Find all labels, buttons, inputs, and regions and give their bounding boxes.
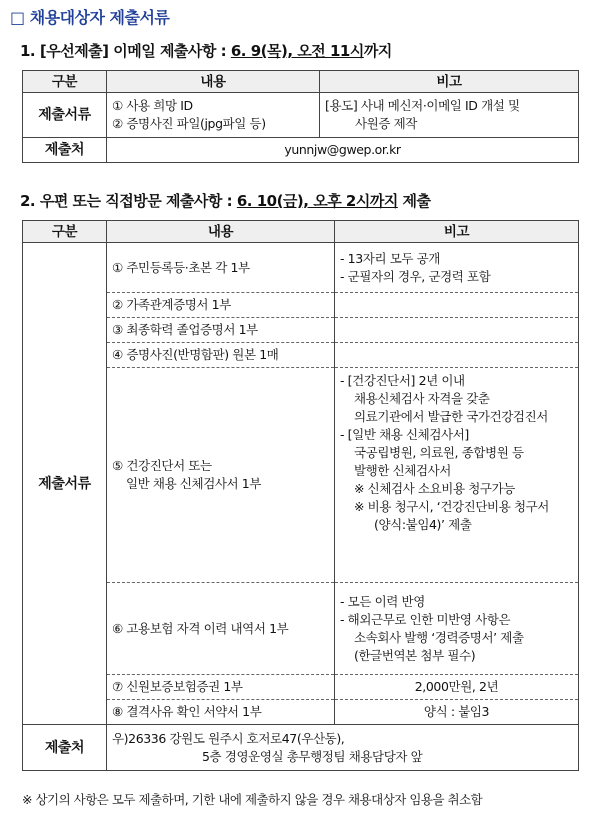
table-row: [23, 583, 579, 675]
row-note: [335, 243, 579, 293]
note-line: ※ 비용 청구시, ‘건강진단비용 청구서: [354, 499, 549, 514]
table-header-row: [23, 221, 579, 243]
dest-label: 제출처: [23, 725, 107, 771]
row-content: [107, 700, 335, 725]
note-line: - 13자리 모두 공개: [340, 250, 440, 266]
note-line: 소속회사 발행 ‘경력증명서’ 제출: [354, 629, 524, 645]
table-row: [23, 368, 579, 583]
row-content: [107, 343, 335, 368]
address-line: 우)26336 강원도 원주시 호저로47(우산동),: [112, 730, 345, 746]
content-line: ⑦ 신원보증보험증권 1부: [112, 679, 243, 694]
row-content: [107, 293, 335, 318]
row-note: [335, 343, 579, 368]
row-content: [107, 368, 335, 583]
table-row: [23, 138, 579, 163]
header-note: 비고: [335, 221, 579, 243]
dest-label: 제출처: [23, 138, 107, 163]
row-note: [335, 293, 579, 318]
row-note: [335, 368, 579, 583]
page-title: □ 채용대상자 제출서류: [10, 8, 170, 27]
list-item: ① 사용 희망 ID: [112, 98, 193, 113]
row-content: [107, 583, 335, 675]
table-row: [23, 700, 579, 725]
note-line: 사원증 제작: [355, 116, 417, 131]
note-line: 의료기관에서 발급한 국가건강검진서: [354, 409, 548, 424]
row-content: [107, 675, 335, 700]
note-line: 2,000만원, 2년: [414, 679, 499, 694]
email-address: yunnjw@gwep.or.kr: [107, 138, 579, 163]
footnote: ※ 상기의 사항은 모두 제출하며, 기한 내에 제출하지 않을 경우 채용대상자 임용을 취소함: [22, 792, 483, 807]
table-row: [23, 318, 579, 343]
mailing-address: [107, 725, 579, 771]
note-line: (양식:붙임4)’ 제출: [374, 517, 472, 532]
note-line: 채용신체검사 자격을 갖춘: [354, 391, 490, 406]
header-category: 구분: [23, 221, 107, 243]
row-content: [107, 318, 335, 343]
content-line: ③ 최종학력 졸업증명서 1부: [112, 322, 258, 337]
email-submission-table: [22, 70, 579, 163]
docs-label: 제출서류: [23, 243, 107, 725]
table-row: [23, 93, 579, 138]
table-row: [23, 293, 579, 318]
docs-note: [320, 93, 579, 138]
content-line: ④ 증명사진(반명함판) 원본 1매: [112, 347, 279, 362]
content-line: 일반 채용 신체검사서 1부: [126, 476, 262, 491]
section2-deadline: 6. 10(금), 오후 2시까지: [236, 192, 398, 210]
note-line: [용도] 사내 메신저·이메일 ID 개설 및: [325, 98, 520, 113]
docs-content: [107, 93, 320, 138]
content-line: ① 주민등록등·초본 각 1부: [112, 259, 250, 275]
note-line: - 군필자의 경우, 군경력 포함: [340, 268, 491, 284]
table-row: [23, 243, 579, 293]
header-note: 비고: [320, 71, 579, 93]
table-row: [23, 343, 579, 368]
note-line: - [건강진단서] 2년 이내: [340, 373, 465, 388]
header-content: 내용: [107, 221, 335, 243]
note-line: - [일반 채용 신체검사서]: [340, 427, 469, 442]
content-line: ② 가족관계증명서 1부: [112, 297, 231, 312]
content-line: ⑥ 고용보험 자격 이력 내역서 1부: [112, 620, 289, 636]
row-note: [335, 583, 579, 675]
row-note: [335, 675, 579, 700]
section2-heading-suffix: 제출: [397, 192, 431, 210]
list-item: ② 증명사진 파일(jpg파일 등): [112, 116, 266, 131]
table-row: [23, 725, 579, 771]
header-content: 내용: [107, 71, 320, 93]
note-line: ※ 신체검사 소요비용 청구가능: [354, 481, 515, 496]
row-note: [335, 318, 579, 343]
note-line: 국공립병원, 의료원, 종합병원 등: [354, 445, 524, 460]
section1-heading: [20, 40, 392, 61]
note-line: - 모든 이력 반영: [340, 593, 425, 609]
table-header-row: [23, 71, 579, 93]
content-line: ⑧ 결격사유 확인 서약서 1부: [112, 704, 262, 719]
content-line: ⑤ 건강진단서 또는: [112, 458, 212, 473]
docs-label: 제출서류: [23, 93, 107, 138]
section2-heading-prefix: 2. 우편 또는 직접방문 제출사항 :: [20, 192, 237, 210]
address-line: 5층 경영운영실 총무행정팀 채용담당자 앞: [202, 748, 423, 764]
row-content: [107, 243, 335, 293]
table-row: [23, 675, 579, 700]
note-line: (한글번역본 첨부 필수): [354, 647, 476, 663]
section1-heading-prefix: 1. [우선제출] 이메일 제출사항 :: [20, 42, 231, 60]
note-line: 발행한 신체검사서: [354, 463, 451, 478]
note-line: 양식 : 붙임3: [423, 704, 490, 719]
section1-heading-suffix: 까지: [363, 42, 392, 60]
row-note: [335, 700, 579, 725]
mail-submission-table: [22, 220, 579, 771]
note-line: - 해외근무로 인한 미반영 사항은: [340, 611, 511, 627]
section1-deadline: 6. 9(목), 오전 11시: [230, 42, 364, 60]
header-category: 구분: [23, 71, 107, 93]
section2-heading: [20, 190, 431, 211]
